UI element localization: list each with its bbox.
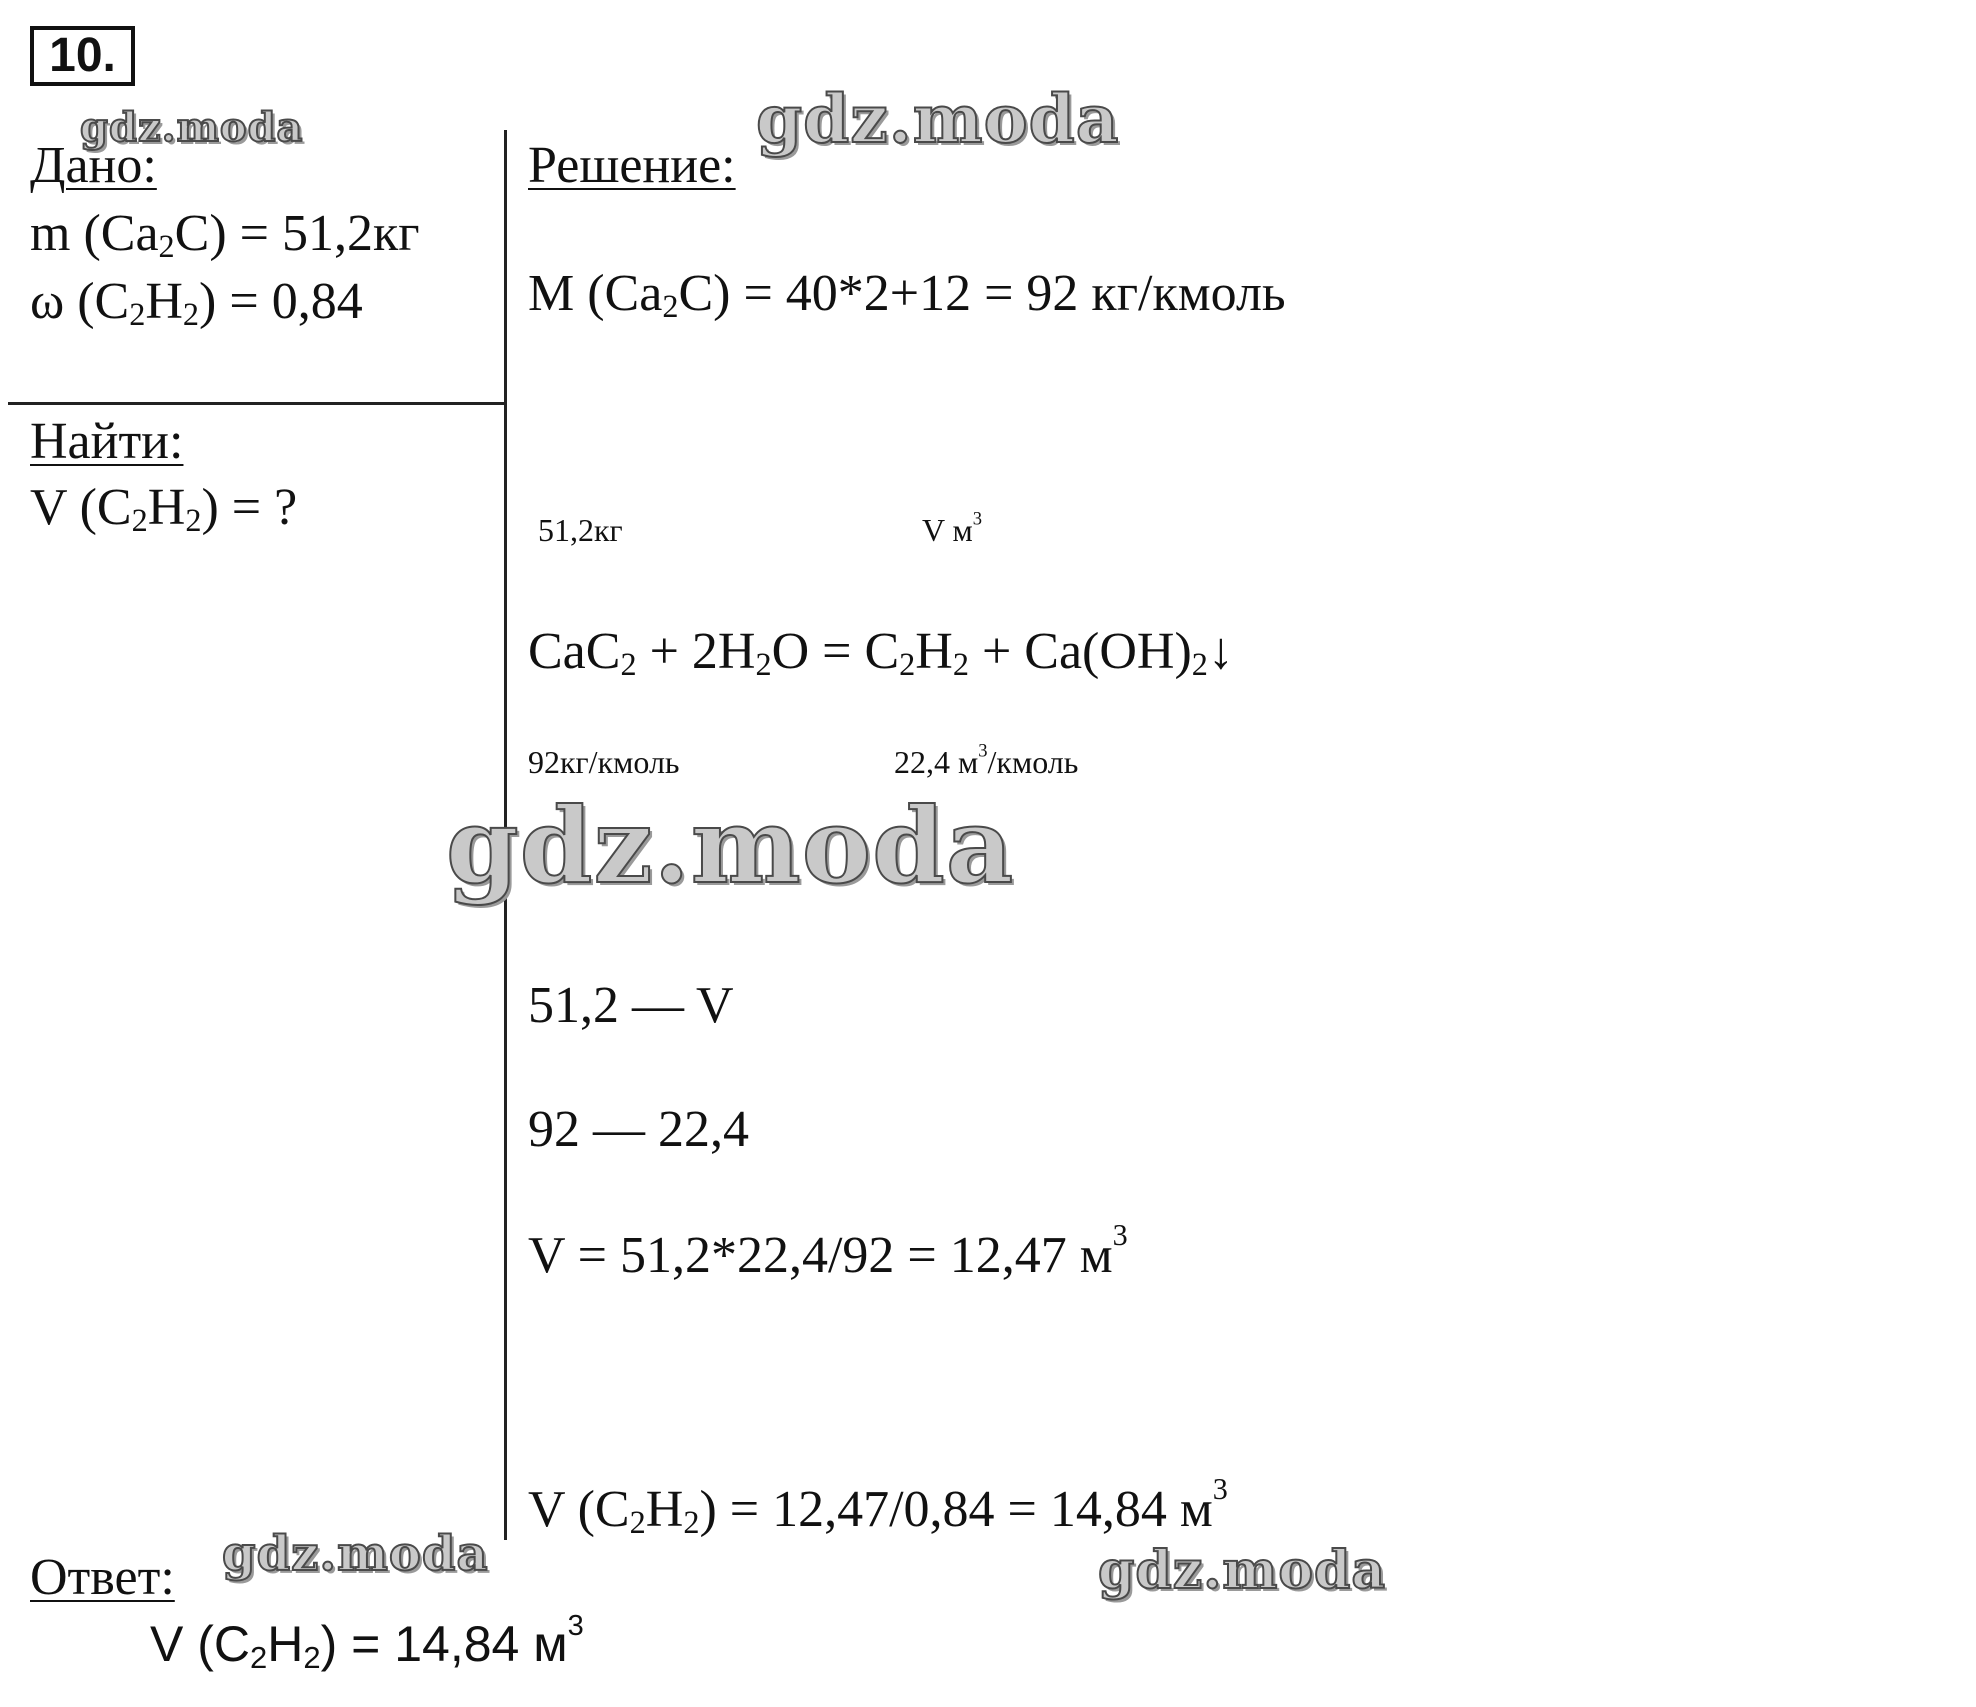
given-omega: ω $(C_2H_2) = 0,84$ xyxy=(30,273,363,333)
watermark-bottom-left: gdz.moda xyxy=(222,1526,489,1582)
horizontal-divider xyxy=(8,402,506,405)
molar-mass-line: M $(Ca_2C) = 40*2+12 = 92$ кг/кмоль xyxy=(528,265,1286,325)
find-volume: V $(C_2H_2)$ = ? xyxy=(30,479,298,539)
watermark-top-center: gdz.moda xyxy=(756,80,1120,158)
reaction-equation: $CaC_2 + 2H_2O = C_2H_2$ + $Ca(OH)_2↓$ xyxy=(528,623,1234,683)
over-label-mass: 51,2кг xyxy=(538,512,623,548)
under-label-molar: 92кг/кмоль xyxy=(528,744,680,780)
under-label-molar-volume: 22,4 $м^3$/кмоль xyxy=(894,740,1079,780)
solution-heading: Решение: xyxy=(528,137,736,194)
watermark-top-left: gdz.moda xyxy=(80,104,304,151)
watermark-bottom-right: gdz.moda xyxy=(1098,1540,1387,1601)
proportion-line-1: 51,2 — V xyxy=(528,977,734,1034)
acetylene-volume-calculation: V $(C_2H_2) = 12,47/0,84 = 14,84$ $м^3$ xyxy=(528,1471,1228,1541)
given-heading: Дано: xyxy=(30,137,157,194)
volume-calculation: V = 51,2*22,4/92 = 12,47 $м^3$ xyxy=(528,1217,1128,1284)
over-label-volume: V $м^3$ xyxy=(922,508,983,548)
find-heading: Найти: xyxy=(30,413,184,470)
answer-value: V $(C_2H_2) = 14,84$ $м^3$ xyxy=(150,1609,584,1675)
watermark-center: gdz.moda xyxy=(446,784,1015,907)
given-mass: m $(Ca_2C) = 51,2кг$ xyxy=(30,205,420,265)
answer-heading: Ответ: xyxy=(30,1549,175,1606)
problem-number: 10. xyxy=(30,26,135,86)
proportion-line-2: 92 — 22,4 xyxy=(528,1101,749,1158)
